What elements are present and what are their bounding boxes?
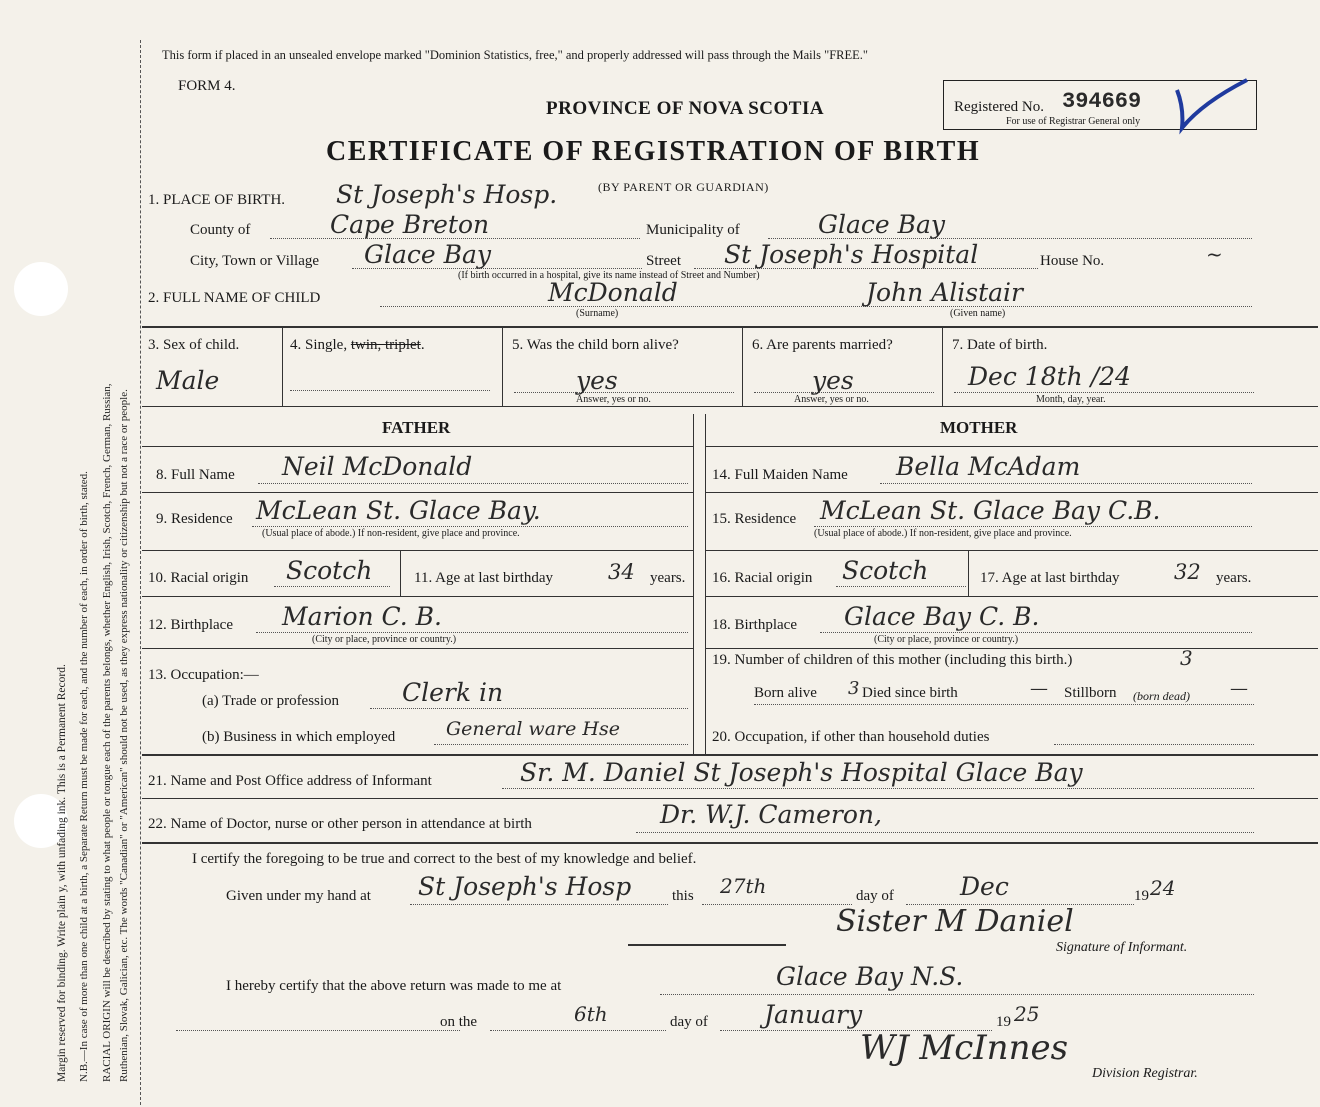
city-label: City, Town or Village (190, 253, 320, 269)
mother-age-years: years. (1216, 570, 1252, 586)
date-of-birth-label: 7. Date of birth. (952, 337, 1048, 353)
certificate-subtitle: (BY PARENT OR GUARDIAN) (598, 180, 769, 194)
mother-residence-caption: (Usual place of abode.) If non-resident, give place and province. (814, 528, 1072, 539)
hospital-note: (If birth occurred in a hospital, give its name instead of Street and Number) (458, 270, 760, 281)
given-year-prefix: 19 (1134, 888, 1149, 904)
on-day-of-label: day of (670, 1014, 708, 1030)
father-heading: FATHER (382, 418, 451, 437)
stillborn-value: — (1230, 678, 1248, 699)
stillborn-label: Stillborn (1064, 685, 1117, 701)
father-age-value: 34 (608, 560, 635, 584)
given-day-value: 27th (720, 874, 767, 898)
margin-note-2: N.B.—In case of more than one child at a birth, a Separate Return must be made for each, and the number of each, in order of birth, stated. (78, 471, 90, 1082)
mail-notice: This form if placed in an unsealed envelope marked "Dominion Statistics, free," and properly addressed will pass through the Mails "FREE." (162, 48, 869, 62)
born-alive-count-value: 3 (848, 678, 860, 699)
margin-note-1: Margin reserved for binding. Write plain y, with unfading ink. This is a Permanent Record. (56, 664, 68, 1082)
father-residence-value: McLean St. Glace Bay. (256, 496, 541, 525)
parents-married-label: 6. Are parents married? (752, 337, 893, 353)
born-alive-label: 5. Was the child born alive? (512, 337, 679, 353)
mother-residence-value: McLean St. Glace Bay C.B. (820, 496, 1161, 525)
registrar-signature: WJ McInnes (860, 1028, 1069, 1068)
mother-occupation-label: 20. Occupation, if other than household duties (712, 729, 990, 745)
street-label: Street (646, 253, 681, 269)
sex-value: Male (156, 366, 220, 395)
given-day-of-label: day of (856, 888, 894, 904)
mother-racial-origin-value: Scotch (842, 556, 929, 585)
stillborn-caption: (born dead) (1133, 689, 1190, 703)
on-the-label: on the (440, 1014, 478, 1030)
father-age-label: 11. Age at last birthday (414, 570, 553, 586)
father-occupation-label: 13. Occupation:— (148, 667, 259, 683)
mother-age-label: 17. Age at last birthday (980, 570, 1120, 586)
father-racial-origin-label: 10. Racial origin (148, 570, 249, 586)
on-year-prefix: 19 (996, 1014, 1011, 1030)
died-since-birth-label: Died since birth (862, 685, 958, 701)
house-no-label: House No. (1040, 253, 1105, 269)
county-label: County of (190, 222, 251, 238)
parents-married-caption: Answer, yes or no. (794, 394, 869, 405)
given-under-label: Given under my hand at (226, 888, 371, 904)
date-of-birth-value: Dec 18th /24 (968, 362, 1131, 391)
parents-married-value: yes (812, 366, 854, 395)
form-number: FORM 4. (178, 78, 236, 94)
county-value: Cape Breton (330, 210, 490, 239)
mother-birthplace-label: 18. Birthplace (712, 617, 797, 633)
margin-note-4: Ruthenian, Slovak, Galician, etc. The words "Canadian" or "American" should not be used, as they express nationality or citizenship but not a race or people. (118, 389, 130, 1082)
municipality-value: Glace Bay (818, 210, 946, 239)
children-count-value: 3 (1180, 646, 1193, 670)
father-trade-label: (a) Trade or profession (202, 693, 340, 709)
house-no-value: ~ (1206, 242, 1223, 266)
this-label: this (672, 888, 694, 904)
signature-informant-label: Signature of Informant. (1056, 940, 1188, 955)
informant-value: Sr. M. Daniel St Joseph's Hospital Glace Bay (520, 758, 1083, 787)
father-name-value: Neil McDonald (282, 452, 473, 481)
informant-signature: Sister M Daniel (836, 904, 1074, 939)
sex-label: 3. Sex of child. (148, 337, 240, 353)
mother-age-value: 32 (1174, 560, 1201, 584)
born-alive-value: yes (576, 366, 618, 395)
attendant-value: Dr. W.J. Cameron, (660, 800, 882, 829)
father-name-label: 8. Full Name (156, 467, 235, 483)
mother-racial-origin-label: 16. Racial origin (712, 570, 813, 586)
died-since-birth-value: — (1030, 678, 1048, 699)
place-of-birth-label: 1. PLACE OF BIRTH. (148, 192, 286, 208)
father-age-years: years. (650, 570, 686, 586)
father-birthplace-label: 12. Birthplace (148, 617, 233, 633)
date-of-birth-caption: Month, day, year. (1036, 394, 1106, 405)
father-business-label: (b) Business in which employed (202, 729, 396, 745)
binding-margin (0, 0, 138, 1107)
municipality-label: Municipality of (646, 222, 740, 238)
registered-label: Registered No. (954, 99, 1044, 115)
on-month-value: January (764, 1000, 863, 1029)
father-residence-caption: (Usual place of abode.) If non-resident, give place and province. (262, 528, 520, 539)
mother-residence-label: 15. Residence (712, 511, 797, 527)
mother-birthplace-value: Glace Bay C. B. (844, 602, 1040, 631)
certify-statement: I certify the foregoing to be true and correct to the best of my knowledge and belief. (192, 851, 697, 867)
father-residence-label: 9. Residence (156, 511, 233, 527)
return-place-value: Glace Bay N.S. (776, 962, 964, 991)
on-year-value: 25 (1014, 1002, 1040, 1026)
child-given-name: John Alistair (866, 278, 1023, 307)
full-name-label: 2. FULL NAME OF CHILD (148, 290, 321, 306)
born-alive-caption: Answer, yes or no. (576, 394, 651, 405)
father-business-value: General ware Hse (446, 718, 620, 740)
given-year-value: 24 (1150, 876, 1176, 900)
given-name-caption: (Given name) (950, 308, 1006, 319)
father-racial-origin-value: Scotch (286, 556, 373, 585)
children-count-label: 19. Number of children of this mother (including this birth.) (712, 652, 1073, 668)
born-alive-count-label: Born alive (754, 685, 817, 701)
margin-note-3: RACIAL ORIGIN will be described by stating to what people or tongue each of the parents belongs, whether English, Irish, Scotch, French, German, Russian, (101, 383, 113, 1082)
mother-name-label: 14. Full Maiden Name (712, 467, 848, 483)
single-twin-triplet-label: 4. Single, twin, triplet. (290, 337, 425, 353)
father-trade-value: Clerk in (402, 678, 504, 707)
attendant-label: 22. Name of Doctor, nurse or other person in attendance at birth (148, 816, 532, 832)
city-value: Glace Bay (364, 240, 492, 269)
margin-rule (140, 40, 142, 1105)
division-registrar-label: Division Registrar. (1092, 1066, 1198, 1081)
street-value: St Joseph's Hospital (724, 240, 979, 269)
mother-heading: MOTHER (940, 418, 1018, 437)
mother-birthplace-caption: (City or place, province or country.) (874, 634, 1019, 645)
place-of-birth-value: St Joseph's Hosp. (336, 180, 558, 209)
given-place-value: St Joseph's Hosp (418, 872, 632, 901)
binding-hole-top (14, 262, 68, 316)
return-label: I hereby certify that the above return was made to me at (226, 978, 562, 994)
given-month-value: Dec (960, 872, 1009, 901)
on-day-value: 6th (574, 1002, 608, 1026)
father-birthplace-caption: (City or place, province or country.) (312, 634, 457, 645)
father-birthplace-value: Marion C. B. (282, 602, 442, 631)
province-heading: PROVINCE OF NOVA SCOTIA (546, 98, 825, 119)
registrar-note: For use of Registrar General only (1006, 116, 1141, 127)
certificate-title: CERTIFICATE OF REGISTRATION OF BIRTH (326, 136, 981, 167)
surname-caption: (Surname) (576, 308, 619, 319)
registered-number: 394669 (1062, 89, 1142, 114)
child-surname: McDonald (548, 278, 678, 307)
informant-label: 21. Name and Post Office address of Informant (148, 773, 432, 789)
mother-name-value: Bella McAdam (896, 452, 1081, 481)
check-mark-icon (1172, 78, 1252, 138)
